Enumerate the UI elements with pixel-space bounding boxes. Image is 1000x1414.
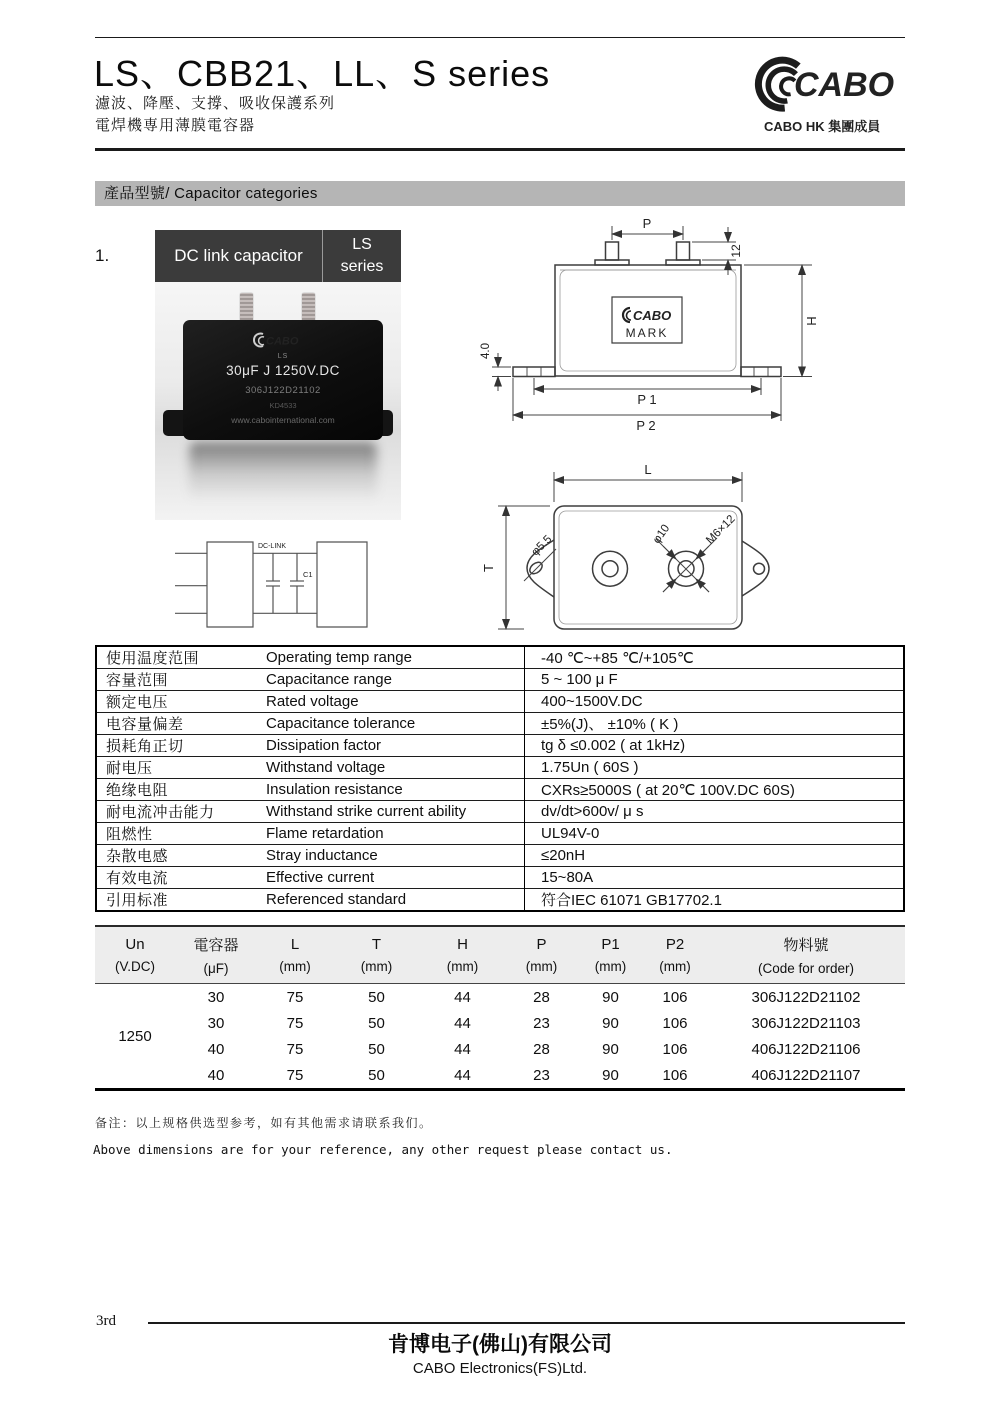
spec-en: Capacitance tolerance [266,715,416,732]
spec-row [96,646,904,669]
product-series-line1: LS [352,236,372,253]
cabo-logo-icon [752,52,907,114]
dims-cell: 50 [368,1040,385,1058]
spec-zh: 耐电流冲击能力 [106,804,215,821]
flange-left [513,367,555,377]
footer-rule [148,1322,905,1324]
dims-header-p1: P1 (mm) [578,926,643,984]
spec-zh: 额定电压 [106,694,169,711]
top-view-drawing [480,462,920,640]
product-card [155,230,401,520]
dims-cell: 106 [662,1066,688,1084]
dims-cell: 106 [662,1014,688,1032]
spec-row [96,779,904,801]
spec-zh: 容量范围 [106,672,169,689]
product-series [323,230,401,282]
terminal-circle-left [593,551,628,586]
stud-right [677,242,690,260]
cabo-logo [752,52,907,114]
dims-cell: 75 [286,988,304,1006]
print-website: www.cabointernational.com [231,415,335,425]
company-name-en: CABO Electronics(FS)Ltd. [412,1360,588,1377]
dims-row [95,1062,905,1090]
dims-cell: 44 [454,1040,471,1058]
dims-header-row [95,926,905,984]
spec-zh: 阻燃性 [106,826,153,843]
spec-zh: 绝缘电阻 [106,782,169,799]
spec-value: 1.75Un ( 60S ) [525,757,905,779]
dims-cell: 30 [207,988,225,1006]
spec-value: 5 ~ 100 μ F [525,669,905,691]
dims-cell: 44 [454,1014,471,1032]
spec-value: 400~1500V.DC [525,691,905,713]
schematic-rectifier-box [207,542,253,627]
spec-en: Stray inductance [266,847,378,864]
spec-zh: 引用标准 [106,892,169,909]
spec-value: tg δ ≤0.002 ( at 1kHz) [525,735,905,757]
logo-tagline: CABO HK 集團成員 [764,119,881,134]
dims-cell: 75 [286,1040,304,1058]
spec-value: ≤20nH [525,845,905,867]
dimensions-table [95,925,905,1091]
dims-order-code: 406J122D21106 [751,1040,861,1058]
flange-right [741,367,781,377]
dim-p-label: P [642,216,652,231]
dim-l-label: L [644,462,652,477]
spec-zh: 有效电流 [106,870,169,887]
dims-cell: 90 [602,988,619,1006]
spec-zh: 使用温度范围 [106,650,200,667]
product-series-line2: series [340,258,384,275]
spec-row [96,669,904,691]
subtitle-zh-1: 濾波、降壓、支撐、吸收保護系列 [95,95,336,112]
dims-order-code: 306J122D21103 [751,1014,861,1032]
schematic-inverter-box [317,542,367,627]
spec-zh: 损耗角正切 [106,738,184,755]
dims-cell: 28 [533,988,550,1006]
spec-row [96,867,904,889]
product-photo [155,282,401,520]
dim-h-label: H [804,316,819,326]
capacitor-print [183,332,383,425]
spec-value: CXRs≥5000S ( at 20℃ 100V.DC 60S) [525,779,905,801]
dims-header-capacitance: 電容器 (μF) [175,926,257,984]
dims-header-p2: P2 (mm) [643,926,707,984]
spec-value: dv/dt>600v/ μ s [525,801,905,823]
note-en: Above dimensions are for your reference, any other request please contact us. [93,1142,673,1157]
header-rule [95,148,905,151]
dims-cell: 75 [286,1066,304,1084]
dims-cell: 44 [454,1066,471,1084]
spec-en: Effective current [266,869,375,886]
spec-en: Insulation resistance [266,781,403,798]
dims-cell: 23 [533,1066,550,1084]
dims-header-p: P (mm) [505,926,578,984]
dims-cell: 40 [207,1066,225,1084]
spec-value: 15~80A [525,867,905,889]
note-zh: 备注：以上规格供选型参考，如有其他需求请联系我们。 [95,1116,433,1130]
cabo-logo-text: CABO [794,66,895,104]
dims-cell: 50 [368,1014,385,1032]
section-header: 產品型號/ Capacitor categories [95,181,905,206]
dims-header-un: Un (V.DC) [95,926,175,984]
spec-en: Withstand strike current ability [266,803,467,820]
spec-row [96,845,904,867]
dim-thread-label: M6×12 [704,513,738,547]
print-rating: 30μF J 1250V.DC [226,363,340,378]
spec-row [96,691,904,713]
spec-en: Capacitance range [266,671,392,688]
spec-row [96,735,904,757]
dims-cell: 28 [533,1040,550,1058]
dim-p2-label: P 2 [636,418,656,433]
company-name-zh: 肯博电子(佛山)有限公司 [388,1333,612,1356]
spec-en: Flame retardation [266,825,384,842]
dims-cell: 106 [662,1040,688,1058]
dim-p1-label: P 1 [637,392,657,407]
dim-12-label: 12 [729,244,743,258]
spec-zh: 耐电压 [106,760,153,777]
dim-terminal-label: φ10 [650,522,673,547]
dims-un-value: 1250 [118,1027,152,1045]
product-card-header [155,230,401,282]
dims-header-h: H (mm) [420,926,505,984]
dims-header-l: L (mm) [257,926,333,984]
mark-logo-icon [623,308,671,323]
schematic-dclink-label: DC-LINK [257,543,287,550]
spec-row [96,823,904,845]
dims-cell: 44 [454,988,471,1006]
product-name: DC link capacitor [155,230,323,282]
stud-left [606,242,619,260]
print-order-code: 306J122D21102 [245,385,321,396]
spec-table [95,645,905,912]
spec-en: Referenced standard [266,891,407,908]
front-view-drawing [480,213,920,460]
spec-en: Withstand voltage [266,759,386,776]
dims-cell: 50 [368,1066,385,1084]
capacitor-body [183,320,383,440]
item-number: 1. [95,246,110,265]
capacitor-reflection [189,442,377,504]
ear-hole-right [754,563,765,574]
dims-row [95,984,905,1011]
application-schematic [150,525,410,645]
ear-hole-left [528,560,545,576]
mark-label: MARK [625,326,669,340]
top-rule [95,37,905,38]
spec-en: Rated voltage [266,693,359,710]
dim-t-label: T [481,564,496,572]
spec-row [96,757,904,779]
dims-cell: 23 [533,1014,550,1032]
dim-4-label: 4.0 [480,343,492,359]
dims-cell: 90 [602,1066,619,1084]
spec-value: ±5%(J)、 ±10% ( K ) [525,713,905,735]
print-batch-code: KD4533 [269,401,297,410]
dims-header-t: T (mm) [333,926,420,984]
subtitle-zh-2: 電焊機専用薄膜電容器 [95,117,256,134]
capacitor-brand-icon [251,332,315,348]
spec-zh: 电容量偏差 [106,716,184,733]
dims-row [95,1036,905,1062]
dims-cell: 106 [662,988,688,1006]
dim-hole-label: φ5.5 [529,533,555,559]
capacitor-terminal-left [240,293,253,323]
dims-cell: 50 [368,988,385,1006]
capacitor-brand-text: CABO [266,335,299,348]
mark-brand-text: CABO [633,308,672,323]
capacitor-terminal-right [302,293,315,323]
spec-row [96,801,904,823]
edition-label: 3rd [96,1313,116,1329]
dims-row [95,1010,905,1036]
spec-en: Dissipation factor [266,737,382,754]
print-series: LS [277,353,289,360]
dims-cell: 75 [286,1014,304,1032]
page-title: LS、CBB21、LL、S series [94,53,551,94]
top-body-outline [554,506,742,629]
dims-cell: 40 [207,1040,225,1058]
dims-cell: 30 [207,1014,225,1032]
dims-order-code: 406J122D21107 [751,1066,861,1084]
spec-zh: 杂散电感 [106,848,169,865]
spec-row [96,713,904,735]
spec-value: 符合IEC 61071 GB17702.1 [525,889,905,912]
dims-cell: 90 [602,1040,619,1058]
spec-row [96,889,904,912]
schematic-c1-label: C1 [303,570,313,579]
dims-header-code: 物料號 (Code for order) [707,926,905,984]
dims-cell: 90 [602,1014,619,1032]
spec-value: -40 ℃~+85 ℃/+105℃ [525,646,905,669]
dims-order-code: 306J122D21102 [751,988,861,1006]
spec-en: Operating temp range [266,649,412,666]
spec-value: UL94V-0 [525,823,905,845]
